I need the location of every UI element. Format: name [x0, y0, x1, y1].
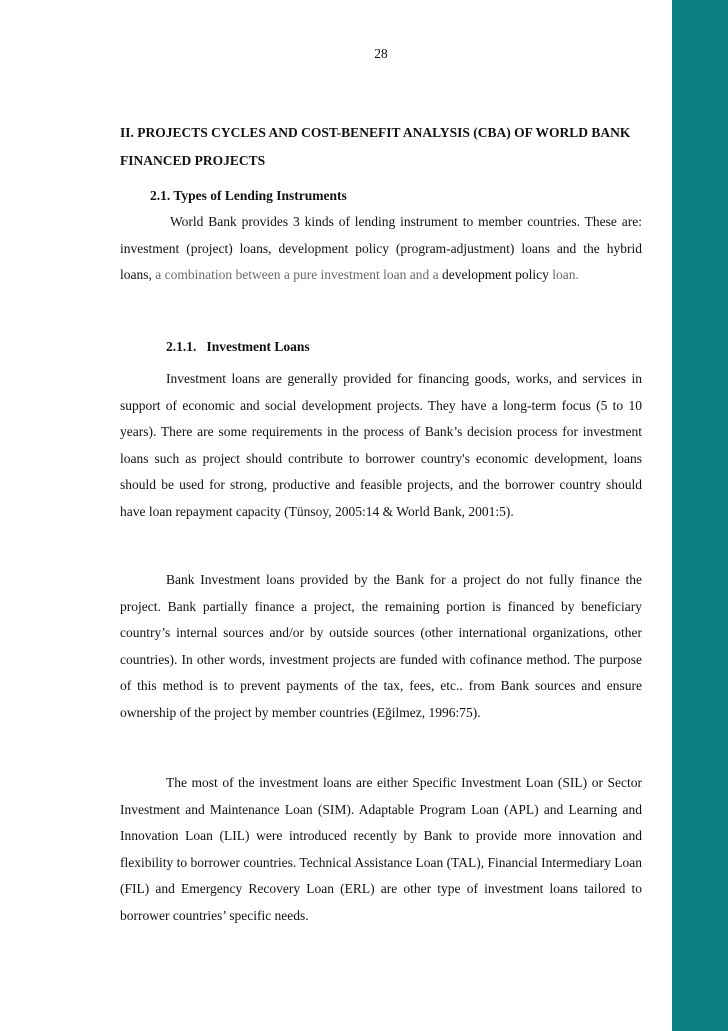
paragraph-lending-part1: World Bank provides 3 kinds of lending instrument to member countries. These are: investment (project) loans, development policy (program-adjustment) loans and the hybrid loans,	[120, 214, 642, 282]
paragraph-lending-instruments	[120, 209, 642, 289]
decorative-side-band	[672, 0, 728, 1031]
paragraph-lending-part3: development policy	[442, 267, 549, 282]
page-number: 28	[374, 46, 388, 61]
subsection-heading: 2.1.1. Investment Loans	[166, 339, 310, 354]
paragraph-loan-types: The most of the investment loans are either Specific Investment Loan (SIL) or Sector Investment and Maintenance Loan (SIM). Adaptable Program Loan (APL) and Learning and Innovation Loan (LIL) were introduced recently by Bank to provide more innovation and flexibility to borrower countries. Technical Assistance Loan (TAL), Financial Intermediary Loan (FIL) and Emergency Recovery Loan (ERL) are other type of investment loans tailored to borrower countries’ specific needs.	[120, 775, 642, 923]
paragraph-investment-loans: Investment loans are generally provided for financing goods, works, and services in support of economic and social development projects. They have a long-term focus (5 to 10 years). There are some requirements in the process of Bank’s decision process for investment loans such as project should contribute to borrower country's economic development, loans should be used for strong, productive and feasible projects, and the borrower country should have loan repayment capacity (Tünsoy, 2005:14 & World Bank, 2001:5).	[120, 371, 642, 519]
paragraph-cofinance: Bank Investment loans provided by the Bank for a project do not fully finance the project. Bank partially finance a project, the remaining portion is financed by beneficiary country’s internal sources and/or by outside sources (other international organizations, other countries). In other words, investment projects are funded with cofinance method. The purpose of this method is to prevent payments of the tax, fees, etc.. from Bank sources and ensure ownership of the project by member countries (Eğilmez, 1996:75).	[120, 572, 642, 720]
document-page	[120, 0, 642, 1031]
paragraph-lending-part2: a combination between a pure investment loan and a	[155, 267, 443, 282]
paragraph-lending-part4: loan.	[548, 267, 579, 282]
section-heading: 2.1. Types of Lending Instruments	[150, 188, 347, 203]
chapter-heading: II. PROJECTS CYCLES AND COST-BENEFIT ANALYSIS (CBA) OF WORLD BANK FINANCED PROJECTS	[120, 125, 631, 168]
